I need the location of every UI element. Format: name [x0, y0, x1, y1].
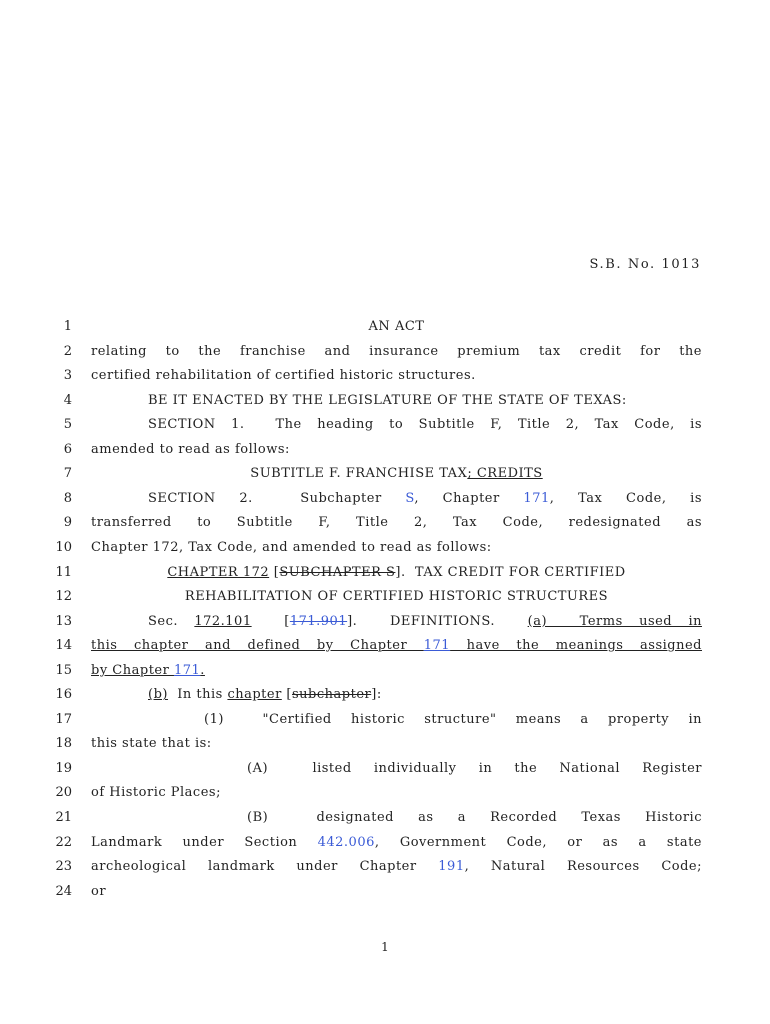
text-run: (A) listed individually in the National Register [247, 760, 702, 776]
line-number: 18 [55, 736, 72, 752]
line-number: 16 [55, 687, 72, 703]
line-text [91, 513, 702, 533]
bill-line [0, 489, 770, 509]
line-text [91, 563, 702, 583]
bill-line [0, 342, 770, 362]
line-text [148, 415, 702, 435]
line-text [91, 342, 702, 362]
line-number: 14 [55, 638, 72, 654]
line-number: 8 [63, 490, 72, 506]
line-number: 22 [55, 834, 72, 850]
bill-line [0, 612, 770, 632]
line-number: 15 [55, 662, 72, 678]
text-run: (B) designated as a Recorded Texas Historic [247, 810, 702, 825]
line-number: 17 [55, 711, 72, 727]
text-run: archeological landmark under Chapter [91, 859, 439, 875]
text-run: Chapter 172, Tax Code, and amended to read as follows: [91, 539, 492, 555]
line-number: 9 [63, 515, 72, 531]
inserted-text: chapter [227, 687, 282, 703]
bill-line [0, 440, 770, 460]
bill-line [0, 415, 770, 435]
text-run: ]: [371, 687, 382, 703]
text-run: of Historic Places; [91, 785, 221, 801]
text-run: ]. DEFINITIONS. [347, 613, 528, 629]
text-run: SUBTITLE F. FRANCHISE TAX [250, 466, 468, 482]
statute-link[interactable]: 171 [173, 662, 201, 678]
line-text [91, 317, 702, 337]
line-number: 5 [63, 417, 72, 433]
inserted-text: ; CREDITS [467, 466, 543, 482]
line-number: 19 [55, 760, 72, 776]
text-run: SECTION 1. The heading to Subtitle F, Title 2, Tax Code, is [148, 417, 702, 433]
inserted-text: (a) Terms used in [527, 613, 702, 629]
bill-line [0, 734, 770, 754]
bill-line [0, 882, 770, 902]
text-run: this state that is: [91, 736, 212, 752]
bill-line [0, 808, 770, 828]
line-number: 4 [63, 392, 72, 408]
text-run: amended to read as follows: [91, 441, 290, 457]
line-text [91, 783, 702, 803]
line-text [91, 538, 702, 558]
line-number: 10 [55, 539, 72, 555]
bill-line [0, 833, 770, 853]
text-run: , Government Code, or as a state [374, 834, 702, 850]
line-text [91, 587, 702, 607]
line-text [91, 734, 702, 754]
page-number: 1 [381, 940, 389, 954]
line-number: 2 [63, 343, 72, 359]
bill-line [0, 563, 770, 583]
statute-link[interactable]: 442.006 [317, 834, 375, 850]
line-text [91, 857, 702, 877]
text-run: [ [251, 613, 290, 629]
line-number: 6 [63, 441, 72, 457]
bill-line [0, 538, 770, 558]
line-number: 11 [55, 564, 72, 580]
bill-line [0, 587, 770, 607]
text-run: REHABILITATION OF CERTIFIED HISTORIC STRUCTURES [184, 589, 609, 605]
text-run: Sec. [148, 613, 195, 629]
inserted-text: (b) [148, 687, 168, 703]
inserted-text: . [200, 662, 205, 678]
line-number: 21 [55, 810, 72, 825]
bill-line [0, 783, 770, 803]
line-text [148, 685, 702, 705]
text-run: or [91, 883, 107, 899]
text-run: transferred to Subtitle F, Title 2, Tax Code, redesignated as [91, 515, 702, 531]
bill-line [0, 391, 770, 411]
line-number: 23 [55, 859, 72, 875]
text-run: , Tax Code, is [549, 490, 703, 506]
text-run: certified rehabilitation of certified historic structures. [91, 368, 476, 384]
text-run: , Chapter [414, 490, 524, 506]
bill-line [0, 857, 770, 877]
line-number: 20 [55, 785, 72, 801]
bill-line [0, 513, 770, 533]
inserted-text: CHAPTER 172 [167, 564, 270, 580]
statute-link[interactable]: 191 [438, 859, 465, 875]
inserted-text: 172.101 [194, 613, 252, 629]
line-number: 3 [63, 368, 72, 384]
line-text [204, 710, 702, 730]
statute-link[interactable]: S [405, 490, 415, 506]
deleted-text: subchapter [292, 687, 372, 703]
bill-line [0, 759, 770, 779]
line-text [91, 636, 702, 656]
bill-line [0, 710, 770, 730]
bill-line [0, 366, 770, 386]
line-text [247, 808, 702, 828]
text-run: [ [281, 687, 293, 703]
line-text [91, 882, 702, 902]
bill-line [0, 317, 770, 337]
line-text [148, 489, 702, 509]
line-number: 12 [55, 589, 72, 605]
line-text [91, 440, 702, 460]
statute-link[interactable]: 171 [523, 490, 550, 506]
deleted-statute-link[interactable]: 171.901 [289, 613, 348, 629]
text-run: SECTION 2. Subchapter [148, 490, 406, 506]
text-run: , Natural Resources Code; [464, 859, 702, 875]
bill-line [0, 685, 770, 705]
text-run: AN ACT [368, 319, 425, 334]
line-text [91, 833, 702, 853]
text-run: [ [269, 564, 280, 580]
text-run: ]. TAX CREDIT FOR CERTIFIED [395, 564, 626, 580]
text-run: (1) "Certified historic structure" means a property in [204, 711, 702, 727]
bill-line [0, 464, 770, 484]
inserted-text: have the meanings assigned [450, 638, 702, 654]
text-run: In this [167, 687, 228, 703]
line-text [91, 366, 702, 386]
line-number: 24 [55, 883, 72, 899]
deleted-text: SUBCHAPTER S [279, 564, 396, 580]
statute-link[interactable]: 171 [423, 638, 451, 654]
line-number: 13 [55, 613, 72, 629]
bill-line [0, 636, 770, 656]
line-text [247, 759, 702, 779]
line-number: 7 [63, 466, 72, 482]
text-run: BE IT ENACTED BY THE LEGISLATURE OF THE STATE OF TEXAS: [148, 392, 627, 408]
bill-number: S.B. No. 1013 [589, 257, 701, 272]
line-number: 1 [63, 319, 72, 334]
line-text [148, 612, 702, 632]
inserted-text: by Chapter [91, 662, 174, 678]
inserted-text: this chapter and defined by Chapter [91, 638, 424, 654]
text-run: relating to the franchise and insurance premium tax credit for the [91, 343, 702, 359]
text-run: Landmark under Section [91, 834, 318, 850]
line-text [148, 391, 702, 411]
line-text [91, 661, 702, 681]
bill-line [0, 661, 770, 681]
line-text [91, 464, 702, 484]
